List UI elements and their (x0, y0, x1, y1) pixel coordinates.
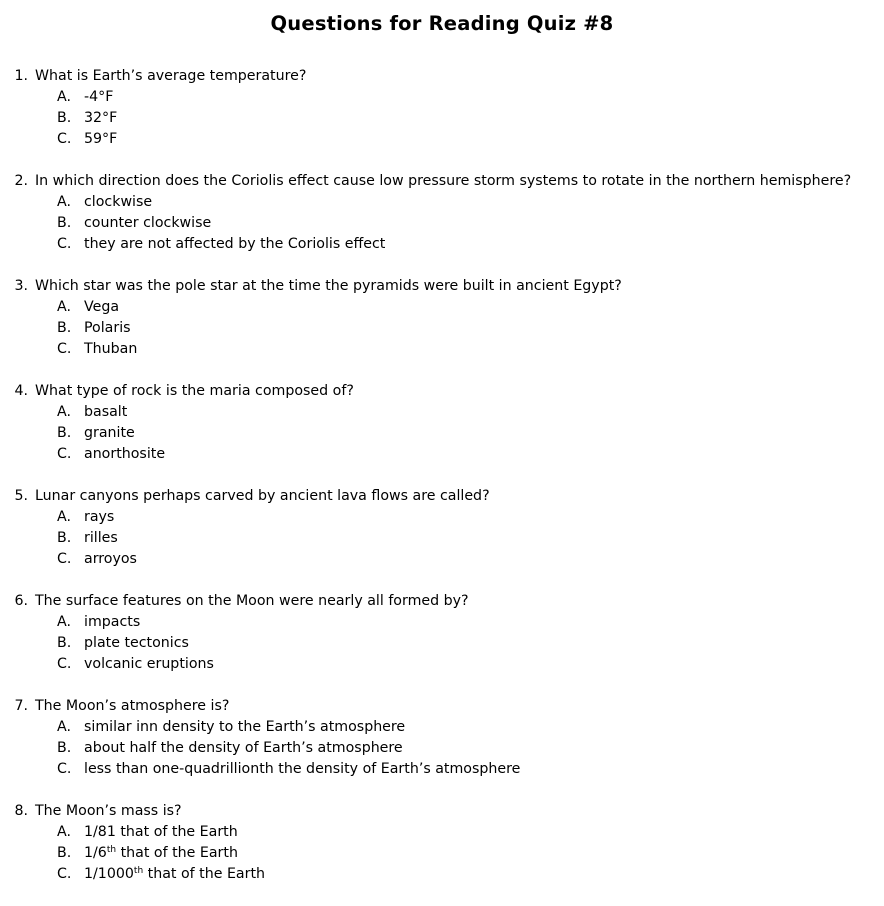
question-item (0, 171, 884, 276)
option-text-superscript: th (133, 866, 144, 876)
option-text (84, 507, 114, 528)
option-text-part: 1/6 (84, 845, 107, 861)
question-item (0, 591, 884, 696)
option-text-superscript: th (106, 845, 117, 855)
option-letter: A. (57, 299, 71, 315)
option-text-part: they are not affected by the Coriolis effect (84, 236, 386, 252)
option-text-part: basalt (84, 404, 128, 420)
option-letter: B. (57, 530, 72, 546)
option-text-part: 32°F (84, 110, 118, 126)
option-text-part: Polaris (84, 320, 131, 336)
question-item (0, 486, 884, 591)
option-text (84, 633, 189, 654)
option-letter: C. (57, 551, 72, 567)
option-letter: B. (57, 635, 72, 651)
option-text (84, 654, 214, 675)
option-letter: A. (57, 509, 71, 525)
question-item (0, 381, 884, 486)
option-text (84, 822, 238, 843)
option-letter: A. (57, 194, 71, 210)
question-item (0, 66, 884, 171)
option-letter: A. (57, 719, 71, 735)
option-letter: B. (57, 320, 72, 336)
option-letter: C. (57, 761, 72, 777)
question-number: 2. (14, 173, 28, 189)
option-text-part: granite (84, 425, 135, 441)
option-letter: C. (57, 236, 72, 252)
option-letter: B. (57, 110, 72, 126)
option-text (84, 612, 140, 633)
question-text: Lunar canyons perhaps carved by ancient lava flows are called? (35, 488, 490, 504)
option-text-part: clockwise (84, 194, 153, 210)
question-number: 5. (14, 488, 28, 504)
option-letter: A. (57, 89, 71, 105)
question-text: The Moon’s mass is? (35, 803, 182, 819)
option-text-part: Vega (84, 299, 120, 315)
option-letter: A. (57, 404, 71, 420)
option-text (84, 213, 211, 234)
question-item (0, 801, 884, 906)
question-text: What is Earth’s average temperature? (35, 68, 307, 84)
quiz-title: Questions for Reading Quiz #8 (270, 12, 614, 35)
question-text: In which direction does the Coriolis effect cause low pressure storm systems to rotate in the northern hemisphere? (35, 173, 852, 189)
option-letter: A. (57, 614, 71, 630)
option-letter: C. (57, 341, 72, 357)
option-text-part: Thuban (84, 341, 138, 357)
option-text-part: -4°F (84, 89, 114, 105)
question-item (0, 696, 884, 801)
option-text (84, 129, 117, 150)
option-text (84, 549, 137, 570)
question-number: 6. (14, 593, 28, 609)
option-text (84, 234, 385, 255)
option-text (84, 759, 520, 780)
option-letter: C. (57, 656, 72, 672)
option-text (84, 339, 137, 360)
option-text-part: 1/81 that of the Earth (84, 824, 238, 840)
question-text: The surface features on the Moon were nearly all formed by? (35, 593, 469, 609)
option-text (84, 402, 127, 423)
option-text-part: arroyos (84, 551, 137, 567)
option-text-part: that of the Earth (116, 845, 238, 861)
option-text-part: about half the density of Earth’s atmosphere (84, 740, 403, 756)
question-text: What type of rock is the maria composed of? (35, 383, 354, 399)
option-text (84, 444, 165, 465)
option-letter: B. (57, 215, 72, 231)
option-text-part: volcanic eruptions (84, 656, 214, 672)
option-text (84, 843, 238, 864)
option-text (84, 423, 135, 444)
option-text-part: similar inn density to the Earth’s atmosphere (84, 719, 406, 735)
question-number: 4. (14, 383, 28, 399)
option-text (84, 192, 152, 213)
option-text (84, 318, 131, 339)
option-text-part: counter clockwise (84, 215, 212, 231)
option-text-part: rays (84, 509, 115, 525)
question-item (0, 276, 884, 381)
option-text (84, 717, 405, 738)
question-text: Which star was the pole star at the time the pyramids were built in ancient Egypt? (35, 278, 622, 294)
option-letter: C. (57, 131, 72, 147)
option-text (84, 108, 117, 129)
option-text (84, 528, 118, 549)
option-text-part: 59°F (84, 131, 118, 147)
option-text-part: plate tectonics (84, 635, 189, 651)
option-text (84, 738, 403, 759)
option-text (84, 864, 265, 885)
option-letter: B. (57, 425, 72, 441)
option-text-part: less than one-quadrillionth the density of Earth’s atmosphere (84, 761, 521, 777)
option-text-part: 1/1000 (84, 866, 134, 882)
option-text (84, 297, 119, 318)
option-text-part: impacts (84, 614, 141, 630)
option-text-part: that of the Earth (143, 866, 266, 882)
question-list (0, 66, 884, 906)
option-letter: B. (57, 740, 72, 756)
option-letter: C. (57, 866, 72, 882)
question-text: The Moon’s atmosphere is? (35, 698, 230, 714)
option-letter: B. (57, 845, 72, 861)
option-text-part: rilles (84, 530, 118, 546)
question-number: 3. (14, 278, 28, 294)
question-number: 7. (14, 698, 28, 714)
question-number: 1. (14, 68, 28, 84)
option-letter: A. (57, 824, 71, 840)
option-letter: C. (57, 446, 72, 462)
question-number: 8. (14, 803, 28, 819)
option-text (84, 87, 113, 108)
option-text-part: anorthosite (84, 446, 166, 462)
